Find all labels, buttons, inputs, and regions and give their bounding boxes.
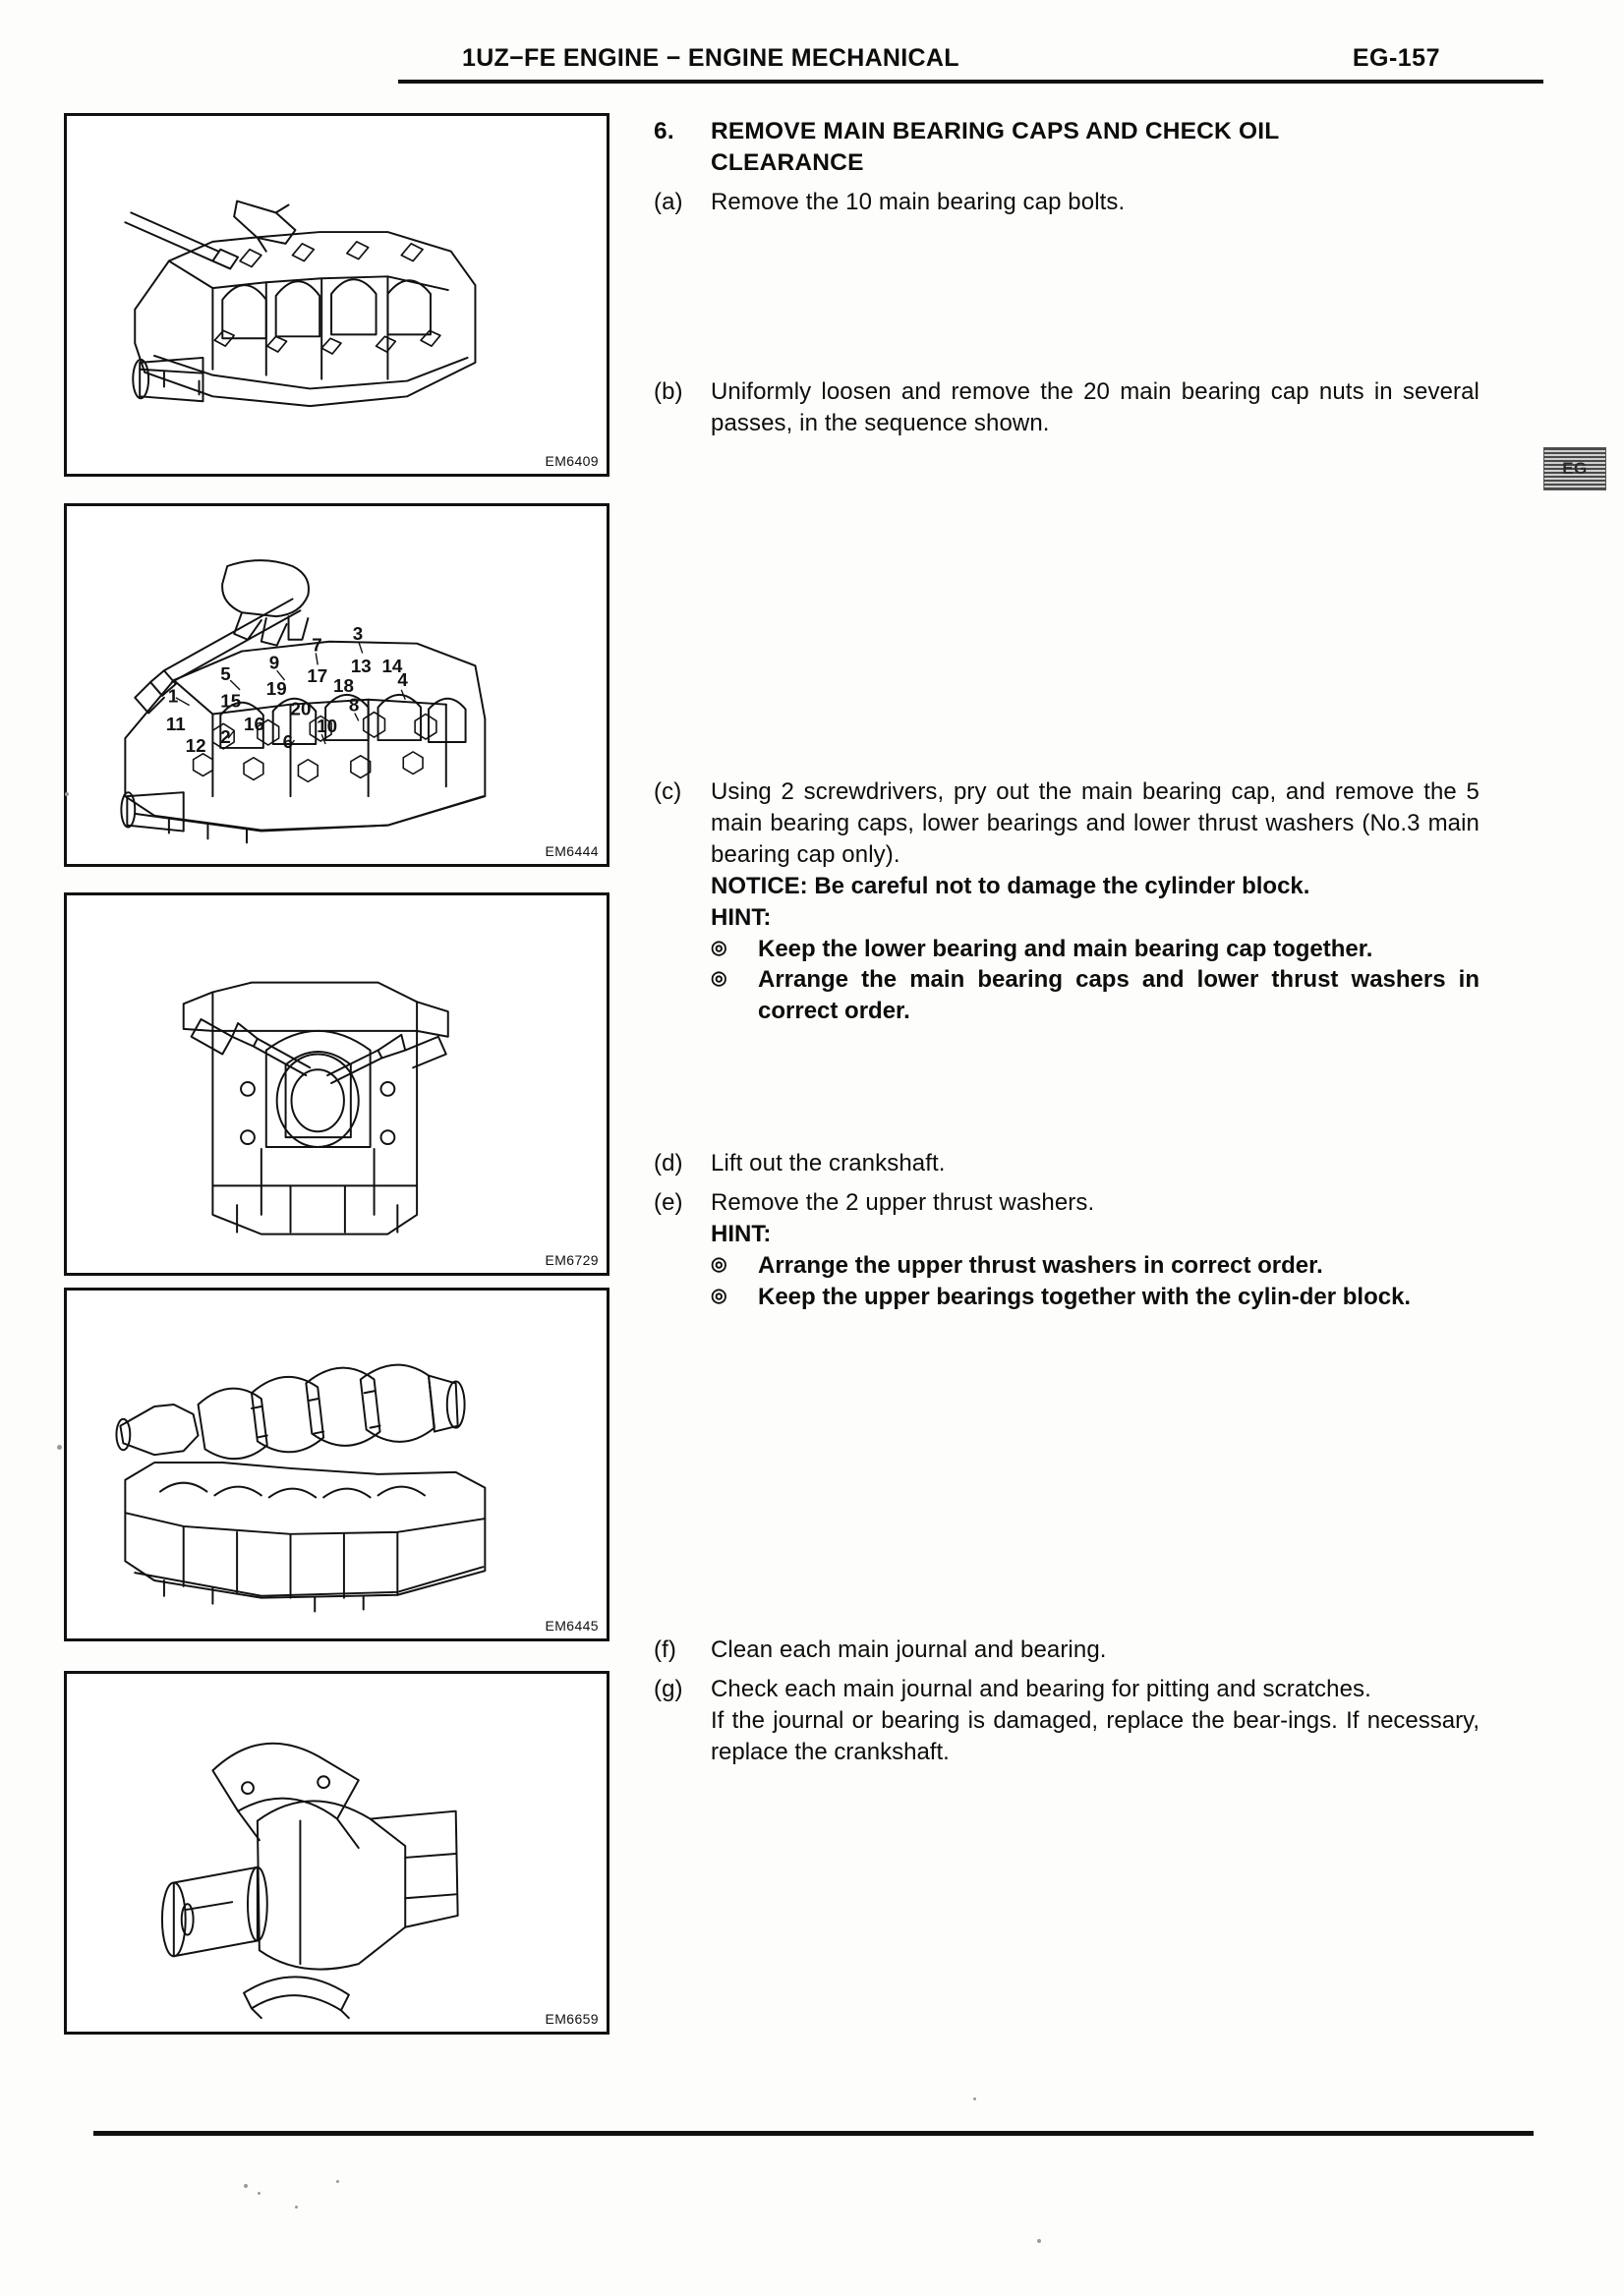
scan-speck <box>65 792 69 796</box>
step-number: 6. <box>654 118 674 144</box>
footer-divider <box>93 2131 1534 2136</box>
step-title-spacer <box>654 147 711 179</box>
bullet-icon: ◎ <box>711 1285 727 1306</box>
bullet-icon: ◎ <box>711 968 727 990</box>
figure-1-illustration <box>67 116 607 474</box>
svg-text:1: 1 <box>167 685 179 707</box>
scan-speck <box>295 2206 298 2209</box>
bullet-icon: ◎ <box>711 1253 727 1275</box>
figure-code: EM6409 <box>545 453 599 469</box>
item-e-text: Remove the 2 upper thrust washers. <box>711 1189 1095 1216</box>
svg-text:12: 12 <box>185 734 206 756</box>
figure-4-illustration <box>67 1291 607 1638</box>
item-e-hint-list <box>711 1250 1479 1313</box>
svg-text:10: 10 <box>317 716 338 737</box>
section-tab-eg <box>1543 447 1606 490</box>
scan-speck <box>336 2180 339 2183</box>
header-divider <box>398 80 1543 84</box>
item-c-hint-label: HINT: <box>711 903 772 931</box>
figure-5-illustration <box>67 1674 607 2032</box>
svg-text:13: 13 <box>350 656 372 677</box>
item-c-hint-list <box>711 934 1479 1028</box>
item-a-text: Remove the 10 main bearing cap bolts. <box>711 189 1126 215</box>
item-g <box>654 1674 1479 1768</box>
svg-text:11: 11 <box>165 714 186 735</box>
item-c-bullet-2-text: Arrange the main bearing caps and lower thrust washers in correct order. <box>758 966 1479 1025</box>
item-a-marker: (a) <box>654 189 683 215</box>
svg-text:6: 6 <box>282 730 294 752</box>
page-title: 1UZ−FE ENGINE − ENGINE MECHANICAL <box>462 44 959 72</box>
item-g-extra: If the journal or bearing is damaged, replace the bear-ings. If necessary, replace the crankshaft. <box>711 1706 1479 1765</box>
svg-text:19: 19 <box>265 677 287 699</box>
item-b-text: Uniformly loosen and remove the 20 main bearing cap nuts in several passes, in the sequence shown. <box>711 378 1479 436</box>
scan-speck <box>244 2184 248 2188</box>
item-e-bullet-1-text: Arrange the upper thrust washers in correct order. <box>758 1251 1323 1279</box>
figure-3-illustration <box>67 895 607 1273</box>
page-number: EG-157 <box>1352 44 1440 72</box>
step-title-line-1: REMOVE MAIN BEARING CAPS AND CHECK OIL <box>711 118 1280 144</box>
scan-speck <box>57 1445 62 1450</box>
figure-prying-out-bearing-cap <box>64 892 609 1276</box>
item-c-text: Using 2 screwdrivers, pry out the main bearing cap, and remove the 5 main bearing caps, lower bearings and lower thrust washers (No.3 main bearing cap only). <box>711 778 1479 868</box>
scan-speck <box>973 2097 976 2100</box>
item-e <box>654 1187 1479 1313</box>
figure-main-bearing-cap-bolts <box>64 113 609 477</box>
svg-text:20: 20 <box>290 698 312 719</box>
item-a-row <box>654 187 1479 218</box>
item-f-text: Clean each main journal and bearing. <box>711 1636 1107 1663</box>
item-g-row <box>654 1674 1479 1705</box>
item-c-notice: NOTICE: Be careful not to damage the cylinder block. <box>711 872 1310 899</box>
item-e-marker: (e) <box>654 1189 683 1216</box>
item-c-bullet-2 <box>711 964 1479 1027</box>
figure-nut-loosening-sequence <box>64 503 609 867</box>
item-b <box>654 376 1479 439</box>
item-e-hint-label: HINT: <box>711 1220 772 1247</box>
figure-code: EM6659 <box>545 2011 599 2027</box>
item-b-marker: (b) <box>654 378 683 405</box>
item-g-text: Check each main journal and bearing for pitting and scratches. <box>711 1676 1371 1702</box>
figure-main-journal-bearing <box>64 1671 609 2035</box>
svg-text:8: 8 <box>348 694 360 716</box>
figure-code: EM6729 <box>545 1252 599 1268</box>
item-b-row <box>654 376 1479 439</box>
page-header <box>103 44 1519 84</box>
step-6-title-row-2 <box>654 147 1479 179</box>
item-c-bullet-1 <box>711 934 1479 965</box>
svg-text:17: 17 <box>307 665 328 687</box>
item-f <box>654 1635 1479 1666</box>
scan-speck <box>1037 2239 1041 2243</box>
item-c <box>654 776 1479 1027</box>
item-d-row <box>654 1148 1479 1179</box>
figure-lifting-crankshaft <box>64 1288 609 1641</box>
item-f-row <box>654 1635 1479 1666</box>
item-c-bullet-1-text: Keep the lower bearing and main bearing cap together. <box>758 935 1373 962</box>
item-f-marker: (f) <box>654 1636 676 1663</box>
bullet-icon: ◎ <box>711 937 727 958</box>
item-c-marker: (c) <box>654 778 682 805</box>
step-title-line-2: CLEARANCE <box>711 148 864 176</box>
svg-text:3: 3 <box>352 622 364 644</box>
svg-text:4: 4 <box>397 669 408 690</box>
svg-text:14: 14 <box>381 656 403 677</box>
item-e-bullet-1 <box>711 1250 1479 1282</box>
item-e-row <box>654 1187 1479 1219</box>
item-e-bullet-2-text: Keep the upper bearings together with the cylin-der block. <box>758 1283 1412 1310</box>
scan-speck <box>258 2192 261 2195</box>
svg-text:16: 16 <box>244 714 264 735</box>
item-a <box>654 187 1479 218</box>
item-e-bullet-2 <box>711 1282 1479 1313</box>
svg-text:2: 2 <box>220 726 231 748</box>
item-d-marker: (d) <box>654 1150 683 1177</box>
step-6-heading <box>654 116 1479 179</box>
figure-code: EM6445 <box>545 1618 599 1634</box>
section-tab-label: EG <box>1562 459 1588 478</box>
item-d-text: Lift out the crankshaft. <box>711 1150 946 1177</box>
svg-text:7: 7 <box>312 634 322 656</box>
item-c-row <box>654 776 1479 871</box>
figure-2-illustration <box>67 506 607 864</box>
item-d <box>654 1148 1479 1179</box>
step-6-title-row-1 <box>654 116 1479 147</box>
svg-text:5: 5 <box>220 663 231 685</box>
svg-text:9: 9 <box>268 652 280 673</box>
svg-text:15: 15 <box>220 690 242 712</box>
svg-text:18: 18 <box>333 674 354 696</box>
item-g-marker: (g) <box>654 1676 683 1702</box>
figure-code: EM6444 <box>545 843 599 859</box>
